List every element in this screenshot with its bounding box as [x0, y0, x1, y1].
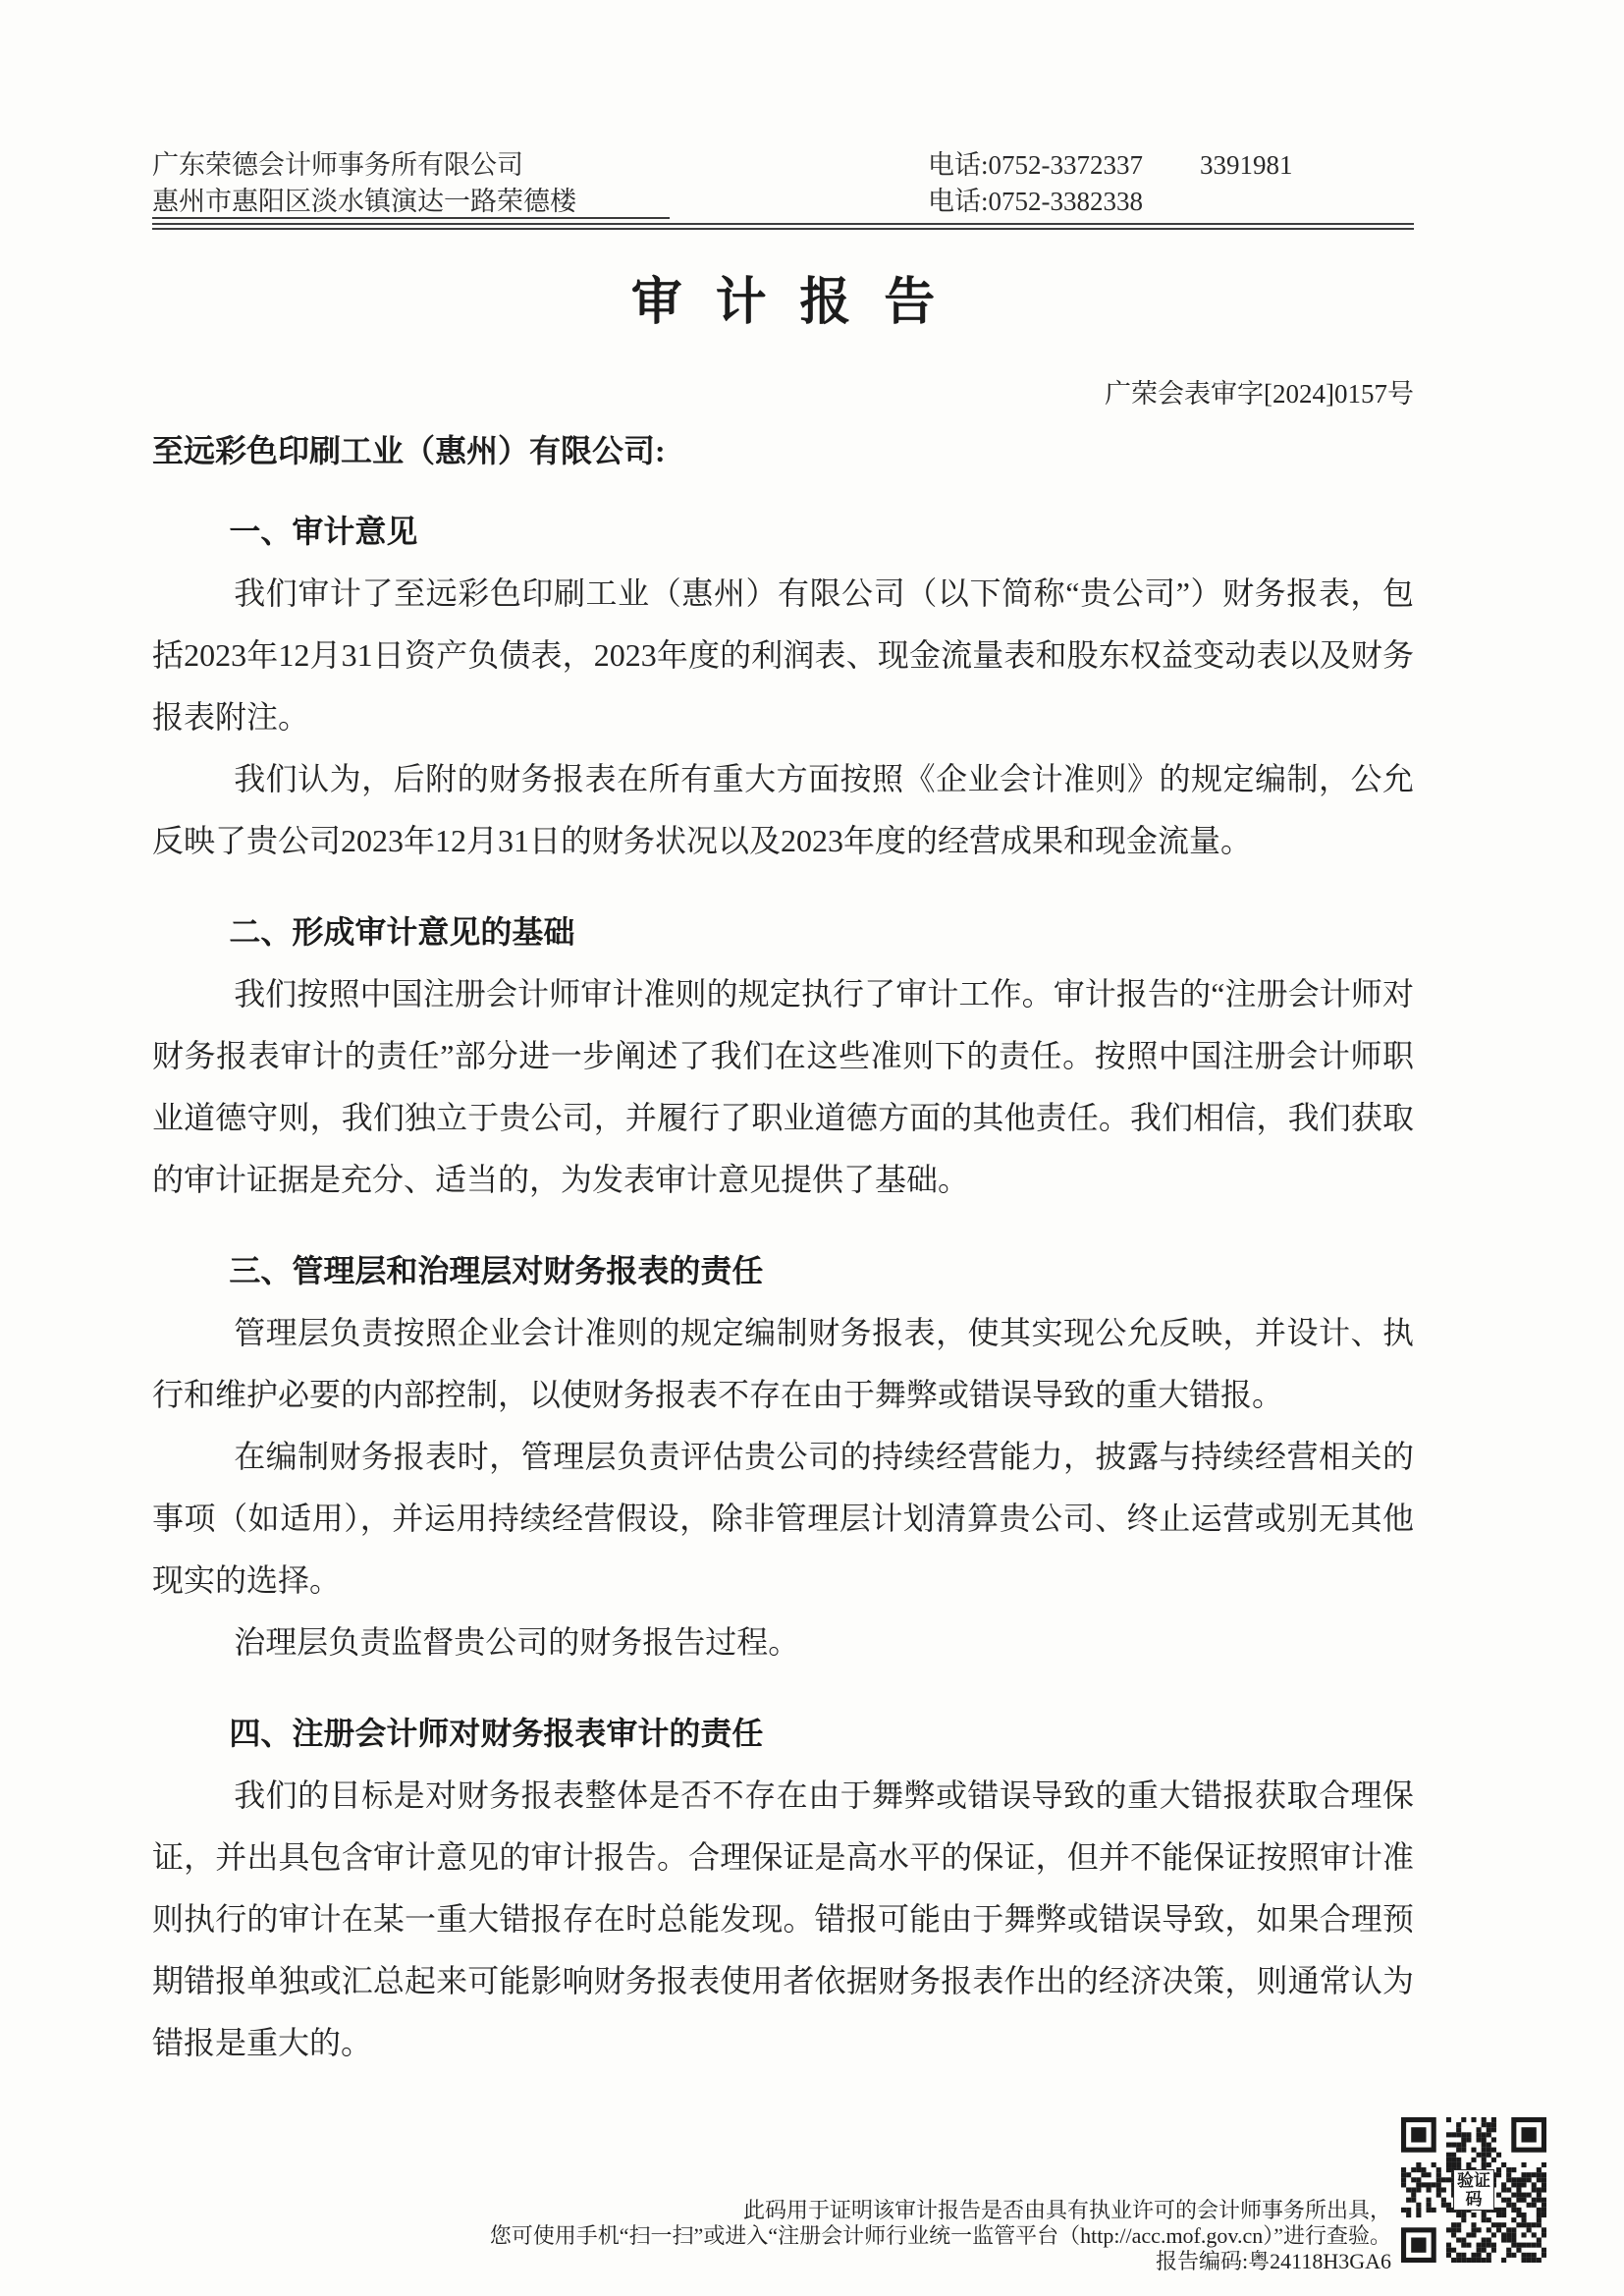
verification-footer [0, 2117, 1624, 2274]
section-1-paragraph-2: 我们认为，后附的财务报表在所有重大方面按照《企业会计准则》的规定编制，公允反映了贵公司2023年12月31日的财务状况以及2023年度的经营成果和现金流量。 [152, 760, 1414, 858]
firm-address [152, 184, 928, 220]
letterhead-right [928, 147, 1293, 220]
section-3-paragraph-2: 在编制财务报表时，管理层负责评估贵公司的持续经营能力，披露与持续经营相关的事项（如适用），并运用持续经营假设，除非管理层计划清算贵公司、终止运营或别无其他现实的选择。 [152, 1438, 1414, 1598]
letterhead-row [152, 147, 1414, 220]
firm-name: 广东荣德会计师事务所有限公司 [152, 150, 523, 180]
phone-line-1 [928, 147, 1293, 184]
qr-label-line-1: 验证 [1457, 2171, 1490, 2190]
document-title: 审计报告 [630, 275, 968, 331]
letterhead [152, 147, 1414, 230]
report-code: 报告编码:粤24118H3GA6 [1156, 2249, 1391, 2273]
section-3-paragraph-3: 治理层负责监督贵公司的财务报告过程。 [234, 1623, 800, 1660]
letterhead-left [152, 147, 928, 220]
phone-1-extra: 3391981 [1200, 150, 1293, 180]
section-2-paragraph-1: 我们按照中国注册会计师审计准则的规定执行了审计工作。审计报告的“注册会计师对财务报表审计的责任”部分进一步阐述了我们在这些准则下的责任。按照中国注册会计师职业道德守则，我们独立于贵公司，并履行了职业道德方面的其他责任。我们相信，我们获取的审计证据是充分、适当的，为发表审计意见提供了基础。 [152, 975, 1414, 1197]
qr-label-line-2: 码 [1465, 2190, 1483, 2209]
section-basis-for-opinion [152, 902, 1414, 1211]
reference-number: 广荣会表审字[2024]0157号 [1105, 378, 1414, 409]
report-body [152, 501, 1414, 2074]
section-1-paragraph-1: 我们审计了至远彩色印刷工业（惠州）有限公司（以下简称“贵公司”）财务报表，包括2023年12月31日资产负债表，2023年度的利润表、现金流量表和股东权益变动表以及财务报表附注。 [152, 574, 1414, 735]
section-2-heading: 二、形成审计意见的基础 [229, 913, 575, 950]
verification-note [490, 2198, 1391, 2274]
firm-address-text: 惠州市惠阳区淡水镇演达一路荣德楼 [152, 187, 670, 219]
phone-line-2: 电话:0752-3382338 [928, 187, 1143, 216]
addressee: 至远彩色印刷工业（惠州）有限公司: [152, 432, 666, 468]
verification-note-line-1: 此码用于证明该审计报告是否由具有执业许可的会计师事务所出具， [742, 2198, 1391, 2222]
section-4-paragraph-1: 我们的目标是对财务报表整体是否不存在由于舞弊或错误导致的重大错报获取合理保证，并出具包含审计意见的审计报告。合理保证是高水平的保证，但并不能保证按照审计准则执行的审计在某一重大错报存在时总能发现。错报可能由于舞弊或错误导致，如果合理预期错报单独或汇总起来可能影响财务报表使用者依据财务报表作出的经济决策，则通常认为错报是重大的。 [152, 1777, 1414, 2060]
section-4-heading: 四、注册会计师对财务报表审计的责任 [229, 1715, 764, 1751]
qr-code-center-label [1453, 2169, 1494, 2211]
section-auditor-responsibility [152, 1703, 1414, 2074]
section-3-paragraph-1: 管理层负责按照企业会计准则的规定编制财务报表，使其实现公允反映，并设计、执行和维护必要的内部控制，以使财务报表不存在由于舞弊或错误导致的重大错报。 [152, 1314, 1414, 1412]
section-1-heading: 一、审计意见 [229, 513, 418, 549]
phone-1: 电话:0752-3372337 [928, 150, 1143, 180]
section-management-responsibility [152, 1240, 1414, 1673]
section-audit-opinion [152, 501, 1414, 872]
section-3-heading: 三、管理层和治理层对财务报表的责任 [229, 1252, 764, 1288]
qr-code [1401, 2117, 1546, 2263]
verification-note-line-2: 您可使用手机“扫一扫”或进入“注册会计师行业统一监管平台（http://acc.mof.gov.cn）”进行查验。 [489, 2223, 1391, 2248]
header-divider [152, 223, 1414, 230]
